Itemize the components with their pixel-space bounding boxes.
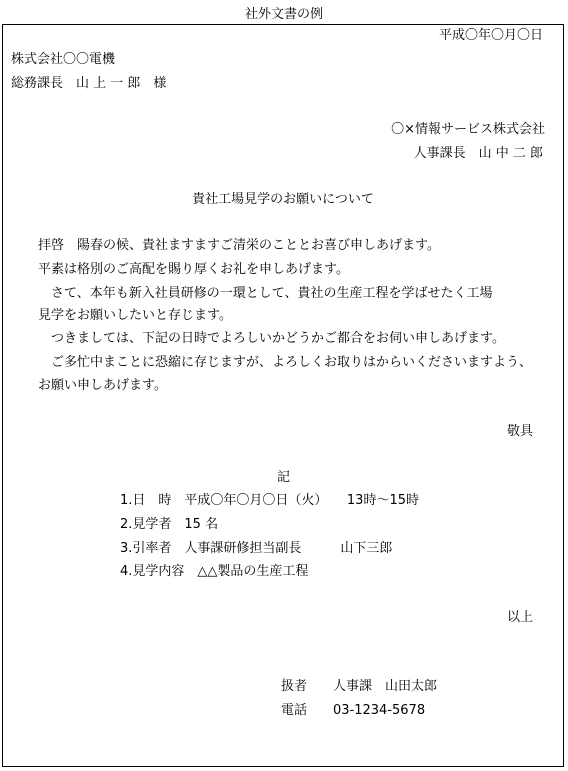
document-subject: 貴社工場見学のお願いについて xyxy=(192,192,374,207)
contact-phone: 電話 03-1234-5678 xyxy=(281,703,426,718)
body-line: 平素は格別のご高配を賜り厚くお礼を申しあげます。 xyxy=(38,262,349,277)
page-caption: 社外文書の例 xyxy=(244,7,323,22)
body-line: ご多忙中まことに恐縮に存じますが、よろしくお取りはからいくださいますよう、 xyxy=(38,355,533,370)
body-line: お願い申しあげます。 xyxy=(38,378,167,393)
body-line: 見学をお願いしたいと存じます。 xyxy=(38,308,232,323)
recipient-company: 株式会社〇〇電機 xyxy=(11,52,116,67)
closing-keigu: 敬具 xyxy=(506,424,533,439)
detail-item: 4.見学内容 △△製品の生産工程 xyxy=(120,564,309,579)
document-frame xyxy=(2,24,564,767)
sender-company: 〇×情報サービス株式会社 xyxy=(391,122,545,137)
ki-heading: 記 xyxy=(277,470,291,485)
contact-handler: 扱者 人事課 山田太郎 xyxy=(281,679,438,694)
detail-item: 3.引率者 人事課研修担当副長 山下三郎 xyxy=(120,541,393,556)
body-line: さて、本年も新入社員研修の一環として、貴社の生産工程を学ばせたく工場 xyxy=(38,286,493,301)
recipient-person: 総務課長 山 上 一 郎 様 xyxy=(11,76,167,91)
document-date: 平成〇年〇月〇日 xyxy=(438,28,543,43)
detail-item: 2.見学者 15 名 xyxy=(120,517,219,532)
sender-person: 人事課長 山 中 二 郎 xyxy=(413,146,543,161)
closing-ijou: 以上 xyxy=(506,610,533,625)
detail-item: 1.日 時 平成〇年〇月〇日（火） 13時～15時 xyxy=(120,493,419,508)
body-line: 拝啓 陽春の候、貴社ますますご清栄のこととお喜び申しあげます。 xyxy=(38,238,440,253)
body-line: つきましては、下記の日時でよろしいかどうかご都合をお伺い申しあげます。 xyxy=(38,331,505,346)
